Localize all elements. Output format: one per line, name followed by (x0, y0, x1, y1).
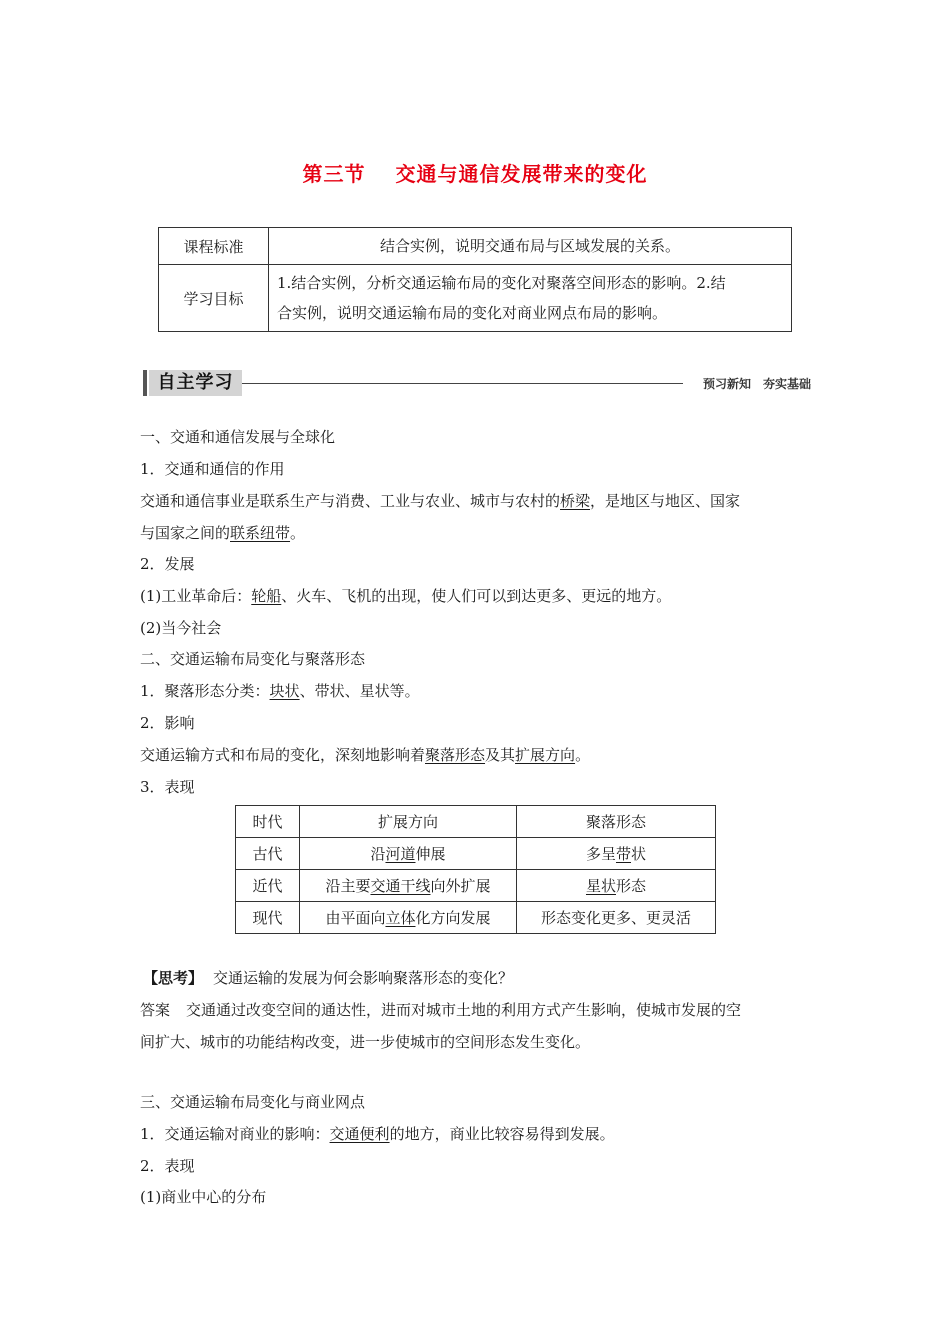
answer-blank: 立体 (385, 909, 416, 927)
section1-item2: 2．发展 (140, 555, 195, 573)
text-segment: 交通和通信事业是联系生产与消费、工业与农业、城市与农村的 (140, 492, 561, 510)
section3-item1 (140, 1123, 615, 1144)
text-segment: 状 (631, 845, 647, 863)
text-segment: 多呈 (585, 845, 616, 863)
answer-blank: 轮船 (251, 587, 282, 605)
text-segment: 化方向发展 (415, 909, 491, 927)
header-era: 时代 (236, 806, 300, 838)
table-row (236, 870, 716, 902)
section1-sub1 (140, 585, 671, 606)
text-segment: 、带状、星状等。 (299, 682, 420, 700)
section1-sub2: (2)当今社会 (140, 619, 222, 637)
text-segment: 与国家之间的 (140, 524, 231, 542)
answer-blank: 交通干线 (370, 877, 431, 895)
objectives-line-1: 1.结合实例，分析交通运输布局的变化对聚落空间形态的影响。2.结 (277, 274, 726, 292)
text-segment: 的地方，商业比较容易得到发展。 (389, 1125, 615, 1143)
section-number: 第三节 (302, 162, 366, 186)
section3-item2: 2．表现 (140, 1157, 195, 1175)
answer-line-1 (140, 999, 741, 1020)
text-segment: 。 (575, 746, 591, 764)
era-cell: 近代 (236, 870, 300, 902)
text-segment: 由平面向 (325, 909, 386, 927)
era-cell: 古代 (236, 838, 300, 870)
text-segment: 及其 (485, 746, 516, 764)
curriculum-content: 结合实例，说明交通布局与区域发展的关系。 (269, 228, 792, 265)
section2-paragraph (140, 744, 590, 765)
text-segment: 沿主要 (325, 877, 371, 895)
self-study-banner (143, 370, 811, 396)
page-title (0, 158, 950, 187)
section1-paragraph-line2 (140, 522, 305, 543)
section2-heading: 二、交通运输布局变化与聚落形态 (140, 650, 366, 668)
curriculum-label: 课程标准 (159, 228, 269, 265)
text-segment: 1．聚落形态分类： (140, 682, 270, 700)
answer-label: 答案 (140, 1001, 171, 1019)
section1-item1: 1．交通和通信的作用 (140, 460, 285, 478)
text-segment: 形态变化更多、更灵活 (540, 909, 691, 927)
answer-blank: 联系纽带 (230, 524, 291, 542)
text-segment: 沿 (370, 845, 386, 863)
answer-blank: 聚落形态 (425, 746, 486, 764)
think-question (143, 967, 513, 988)
text-segment: 形态 (616, 877, 647, 895)
section3-heading: 三、交通运输布局变化与商业网点 (140, 1093, 366, 1111)
text-segment: 交通运输方式和布局的变化，深刻地影响着 (140, 746, 426, 764)
standards-row-curriculum (159, 228, 792, 265)
text-segment: ，是地区与地区、国家 (590, 492, 741, 510)
objectives-content (269, 265, 792, 332)
table-row (236, 902, 716, 934)
direction-cell (300, 838, 517, 870)
header-form: 聚落形态 (517, 806, 716, 838)
section1-heading: 一、交通和通信发展与全球化 (140, 428, 336, 446)
text-segment: 伸展 (415, 845, 446, 863)
answer-blank: 交通便利 (329, 1125, 390, 1143)
text-segment: 。 (290, 524, 306, 542)
banner-accent-bar (143, 370, 147, 396)
banner-divider (242, 383, 683, 384)
direction-cell (300, 870, 517, 902)
settlement-era-table (235, 805, 716, 934)
answer-text-1: 交通通过改变空间的通达性，进而对城市土地的利用方式产生影响，使城市发展的空 (186, 1001, 742, 1019)
form-cell (517, 870, 716, 902)
think-label: 【思考】 (143, 969, 204, 987)
banner-label: 自主学习 (149, 370, 242, 396)
section1-paragraph-line1 (140, 490, 740, 511)
answer-blank: 河道 (385, 845, 416, 863)
answer-blank: 带 (615, 845, 631, 863)
think-question-text: 交通运输的发展为何会影响聚落形态的变化？ (213, 969, 514, 987)
answer-blank: 块状 (269, 682, 300, 700)
answer-blank: 桥梁 (560, 492, 591, 510)
answer-line-2: 间扩大、城市的功能结构改变，进一步使城市的空间形态发生变化。 (140, 1033, 591, 1051)
section2-item3: 3．表现 (140, 778, 195, 796)
text-segment: 向外扩展 (430, 877, 491, 895)
answer-blank: 星状 (585, 877, 616, 895)
table-row (236, 838, 716, 870)
banner-tag: 预习新知 夯实基础 (702, 377, 811, 391)
section2-item1 (140, 680, 420, 701)
text-segment: (1)工业革命后： (140, 587, 252, 605)
form-cell (517, 902, 716, 934)
objectives-line-2: 合实例，说明交通运输布局的变化对商业网点布局的影响。 (277, 304, 668, 322)
section3-sub1: (1)商业中心的分布 (140, 1188, 267, 1206)
form-cell (517, 838, 716, 870)
objectives-label: 学习目标 (159, 265, 269, 332)
answer-blank: 扩展方向 (515, 746, 576, 764)
standards-row-objectives (159, 265, 792, 332)
table-header-row (236, 806, 716, 838)
section2-item2: 2．影响 (140, 714, 195, 732)
text-segment: 、火车、飞机的出现，使人们可以到达更多、更远的地方。 (281, 587, 672, 605)
standards-table (158, 227, 792, 332)
section-topic: 交通与通信发展带来的变化 (395, 162, 648, 186)
era-cell: 现代 (236, 902, 300, 934)
text-segment: 1．交通运输对商业的影响： (140, 1125, 330, 1143)
header-direction: 扩展方向 (300, 806, 517, 838)
direction-cell (300, 902, 517, 934)
